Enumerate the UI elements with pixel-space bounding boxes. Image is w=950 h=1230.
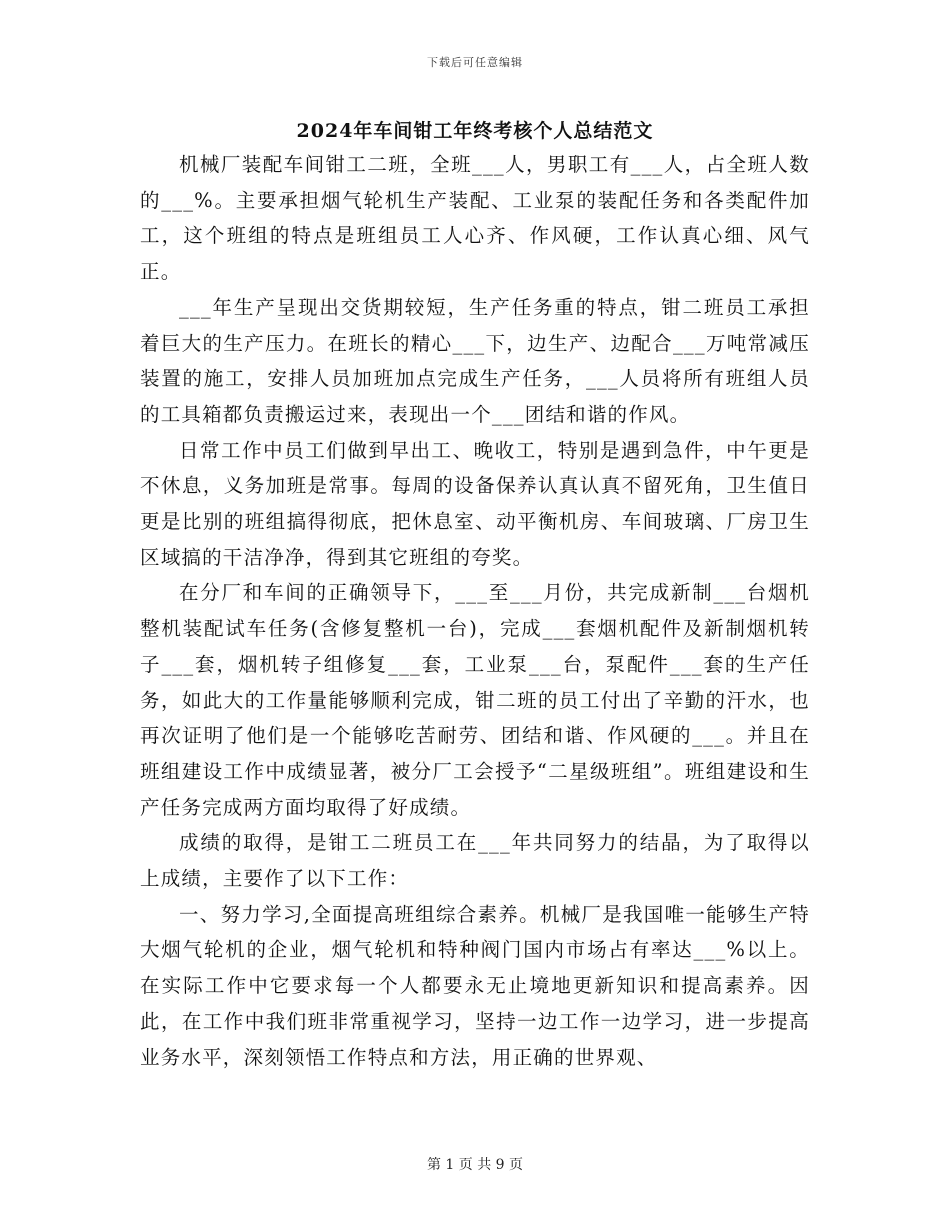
paragraph-5: 成绩的取得，是钳工二班员工在___年共同努力的结晶，为了取得以上成绩，主要作了以下工作： (140, 831, 810, 891)
paragraph-3: 日常工作中员工们做到早出工、晚收工，特别是遇到急件，中午更是不休息，义务加班是常事。每周的设备保养认真认真不留死角，卫生值日更是比别的班组搞得彻底，把休息室、动平衡机房、车间玻璃、厂房卫生区域搞的干洁净净，得到其它班组的夸奖。 (140, 438, 810, 569)
header-note: 下载后可任意编辑 (427, 56, 523, 69)
paragraph-6: 一、努力学习,全面提高班组综合素养。机械厂是我国唯一能够生产特大烟气轮机的企业，烟气轮机和特种阀门国内市场占有率达___%以上。在实际工作中它要求每一个人都要永无止境地更新知识和提高素养。因此，在工作中我们班非常重视学习，坚持一边工作一边学习，进一步提高业务水平，深刻领悟工作特点和方法，用正确的世界观、 (140, 902, 810, 1069)
page-indicator: 第 1 页 共 9 页 (426, 1157, 524, 1173)
paragraph-1: 机械厂装配车间钳工二班，全班___人，男职工有___人，占全班人数的___%。主要承担烟气轮机生产装配、工业泵的装配任务和各类配件加工，这个班组的特点是班组员工人心齐、作风硬，工作认真心细、风气正。 (140, 153, 810, 284)
paragraph-4: 在分厂和车间的正确领导下，___至___月份，共完成新制___台烟机整机装配试车任务(含修复整机一台)，完成___套烟机配件及新制烟机转子___套，烟机转子组修复___套，工业泵___台，泵配件___套的生产任务，如此大的工作量能够顺利完成，钳二班的员工付出了辛勤的汗水，也再次证明了他们是一个能够吃苦耐劳、团结和谐、作风硬的___。并且在班组建设工作中成绩显著，被分厂工会授予“二星级班组”。班组建设和生产任务完成两方面均取得了好成绩。 (140, 581, 810, 819)
document-title: 2024年车间钳工年终考核个人总结范文 (296, 120, 654, 142)
paragraph-2: ___年生产呈现出交货期较短，生产任务重的特点，钳二班员工承担着巨大的生产压力。在班长的精心___下，边生产、边配合___万吨常减压装置的施工，安排人员加班加点完成生产任务，___人员将所有班组人员的工具箱都负责搬运过来，表现出一个___团结和谐的作风。 (140, 295, 810, 426)
document-body (140, 147, 810, 1075)
